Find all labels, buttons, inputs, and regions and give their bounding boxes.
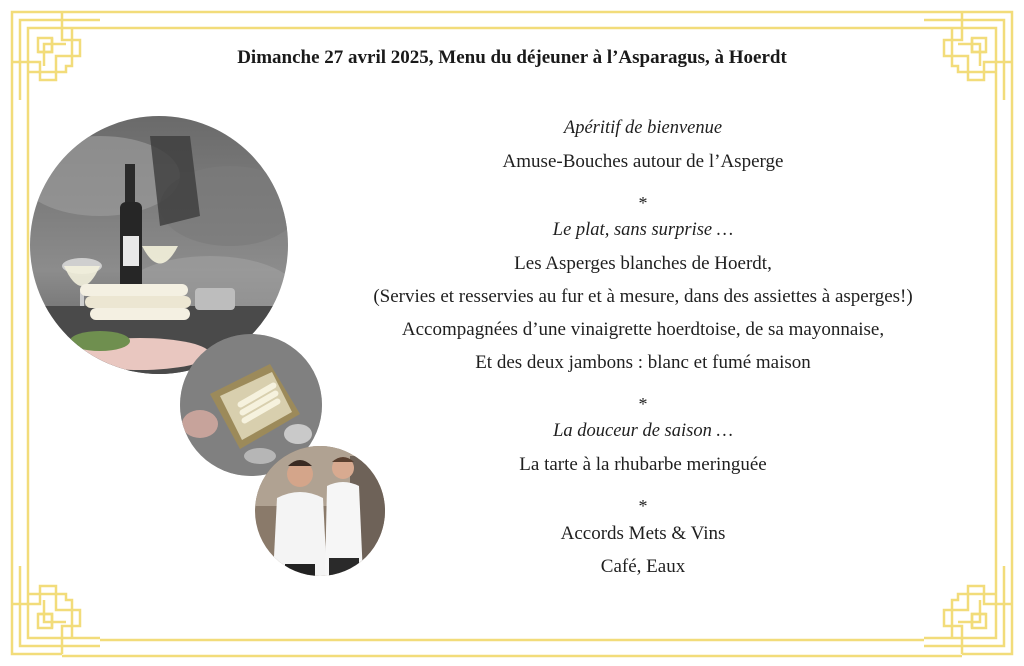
page-title: Dimanche 27 avril 2025, Menu du déjeuner à l’Asparagus, à Hoerdt (237, 47, 787, 68)
plat-line: (Servies et resservies au fur et à mesure, dans des assiettes à asperges!) (373, 286, 913, 307)
plat-heading: Le plat, sans surprise … (552, 220, 734, 240)
separator: * (638, 394, 648, 414)
extra-item: Café, Eaux (600, 556, 686, 577)
separator: * (638, 193, 648, 213)
extra-item: Accords Mets & Vins (560, 523, 726, 544)
dessert-item: La tarte à la rhubarbe meringuée (519, 454, 767, 475)
plat-line: Accompagnées d’une vinaigrette hoerdtoise, de sa mayonnaise, (401, 319, 885, 340)
plat-line: Les Asperges blanches de Hoerdt, (514, 253, 772, 274)
separator: * (638, 496, 648, 516)
plat-line: Et des deux jambons : blanc et fumé maison (475, 352, 811, 373)
menu-content (298, 112, 988, 583)
aperitif-heading: Apéritif de bienvenue (563, 118, 723, 138)
aperitif-item: Amuse-Bouches autour de l’Asperge (502, 151, 784, 172)
dessert-heading: La douceur de saison … (553, 421, 733, 441)
